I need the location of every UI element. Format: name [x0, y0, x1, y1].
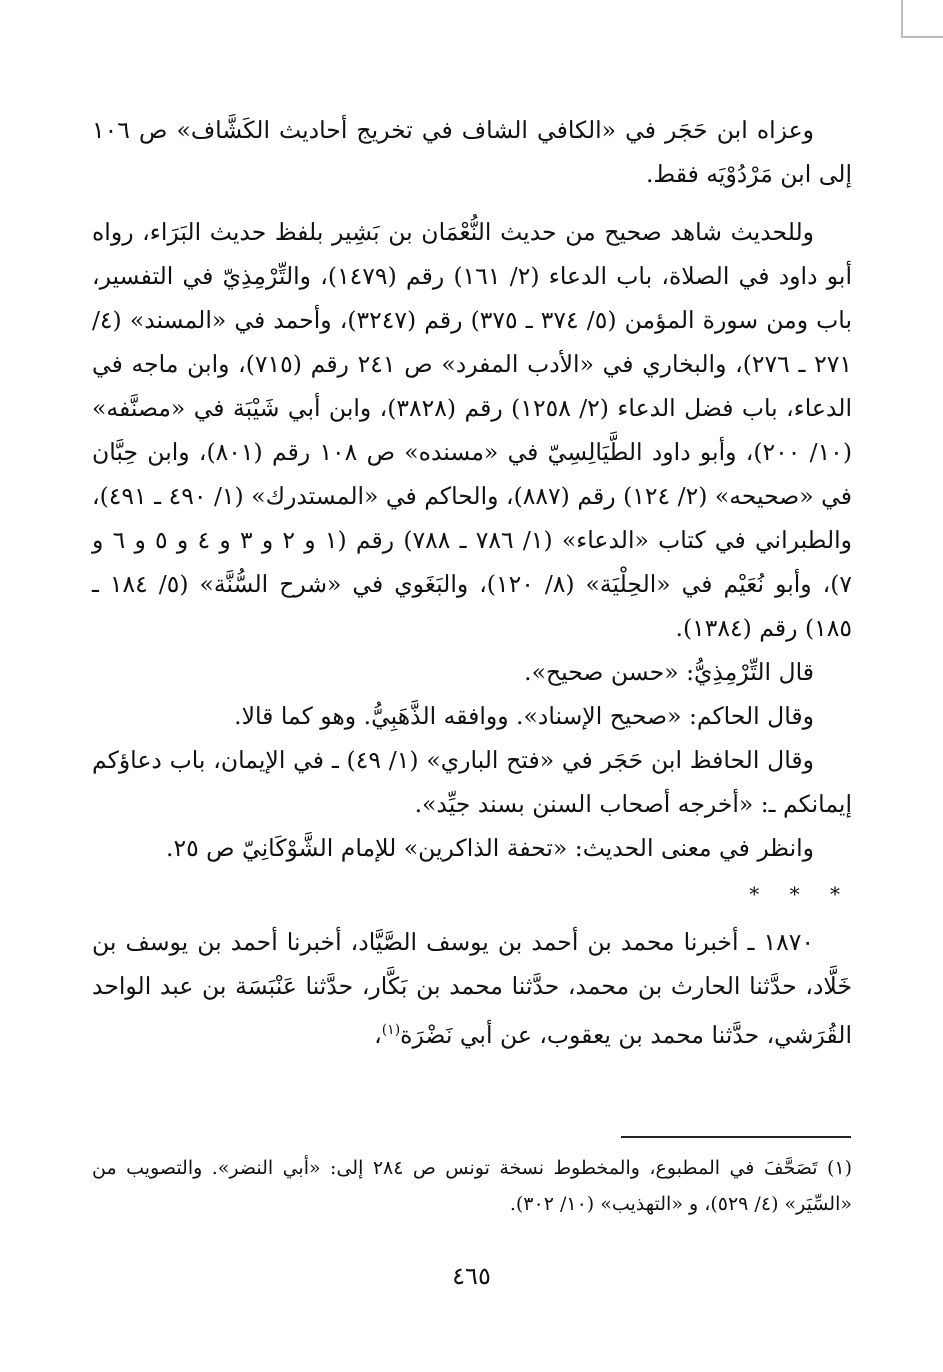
hadith-chain — [92, 920, 852, 1057]
main-text — [92, 108, 852, 1057]
paragraph-tirmidhi-grading: قال التِّرْمِذِيُّ: «حسن صحيح». — [524, 658, 814, 686]
footnote-divider — [621, 1136, 851, 1138]
section-separator: * * * — [749, 882, 852, 906]
paragraph-attribution: وعزاه ابن حَجَر في «الكافي الشاف في تخريج أحاديث الكَشَّاف» ص ١٠٦ إلى ابن مَرْدُوْيَه فقط. — [92, 116, 852, 188]
footnote-text: (١) تَصَحَّفَ في المطبوع، والمخطوط نسخة تونس ص ٢٨٤ إلى: «أبي النضر». والتصويب من «السِّيَر» (٤/ ٥٢٩)، و «التهذيب» (١٠/ ٣٠٢). — [92, 1157, 853, 1215]
page-corner-mark — [901, 0, 943, 38]
hadith-trailing: ، — [374, 1020, 382, 1049]
footnote-ref: (١) — [381, 1022, 401, 1038]
paragraph-see-also: وانظر في معنى الحديث: «تحفة الذاكرين» للإمام الشَّوْكَانِيّ ص ٢٥. — [165, 834, 814, 862]
footnote — [92, 1150, 852, 1222]
hadith-text: ١٨٧٠ ـ أخبرنا محمد بن أحمد بن يوسف الصَّيَّاد، أخبرنا أحمد بن يوسف بن خَلَّاد، حدَّثنا الحارث بن محمد، حدَّثنا محمد بن بَكَّار، حدَّثنا عَنْبَسَة بن عبد الواحد القُرَشي، حدَّثنا محمد بن يعقوب، عن أبي نَضْرَة — [92, 928, 852, 1049]
paragraph-hakim-grading: وقال الحاكم: «صحيح الإسناد». ووافقه الذَّهَبِيُّ. وهو كما قالا. — [234, 702, 814, 730]
paragraph-ibn-hajar: وقال الحافظ ابن حَجَر في «فتح الباري» (١/ ٤٩) ـ في الإيمان، باب دعاؤكم إيمانكم ـ: «أخرجه أصحاب السنن بسند جيِّد». — [92, 746, 852, 818]
paragraph-witness: وللحديث شاهد صحيح من حديث النُّعْمَان بن بَشِير بلفظ حديث البَرَاء، رواه أبو داود في الصلاة، باب الدعاء (٢/ ١٦١) رقم (١٤٧٩)، والتِّرْمِذِيّ في التفسير، باب ومن سورة المؤمن (٥/ ٣٧٤ ـ ٣٧٥) رقم (٣٢٤٧)، وأحمد في «المسند» (٤/ ٢٧١ ـ ٢٧٦)، والبخاري في «الأدب المفرد» ص ٢٤١ رقم (٧١٥)، وابن ماجه في الدعاء، باب فضل الدعاء (٢/ ١٢٥٨) رقم (٣٨٢٨)، وابن أبي شَيْبَة في «مصنَّفه» (١٠/ ٢٠٠)، وأبو داود الطَّيَالِسِيّ في «مسنده» ص ١٠٨ رقم (٨٠١)، وابن حِبَّان في «صحيحه» (٢/ ١٢٤) رقم (٨٨٧)، والحاكم في «المستدرك» (١/ ٤٩٠ ـ ٤٩١)، والطبراني في كتاب «الدعاء» (١/ ٧٨٦ ـ ٧٨٨) رقم (١ و ٢ و ٣ و ٤ و ٥ و ٦ و ٧)، وأبو نُعَيْم في «الحِلْيَة» (٨/ ١٢٠)، والبَغَوي في «شرح السُّنَّة» (٥/ ١٨٤ ـ ١٨٥) رقم (١٣٨٤). — [92, 218, 853, 642]
page-number: ٤٦٥ — [452, 1262, 491, 1290]
